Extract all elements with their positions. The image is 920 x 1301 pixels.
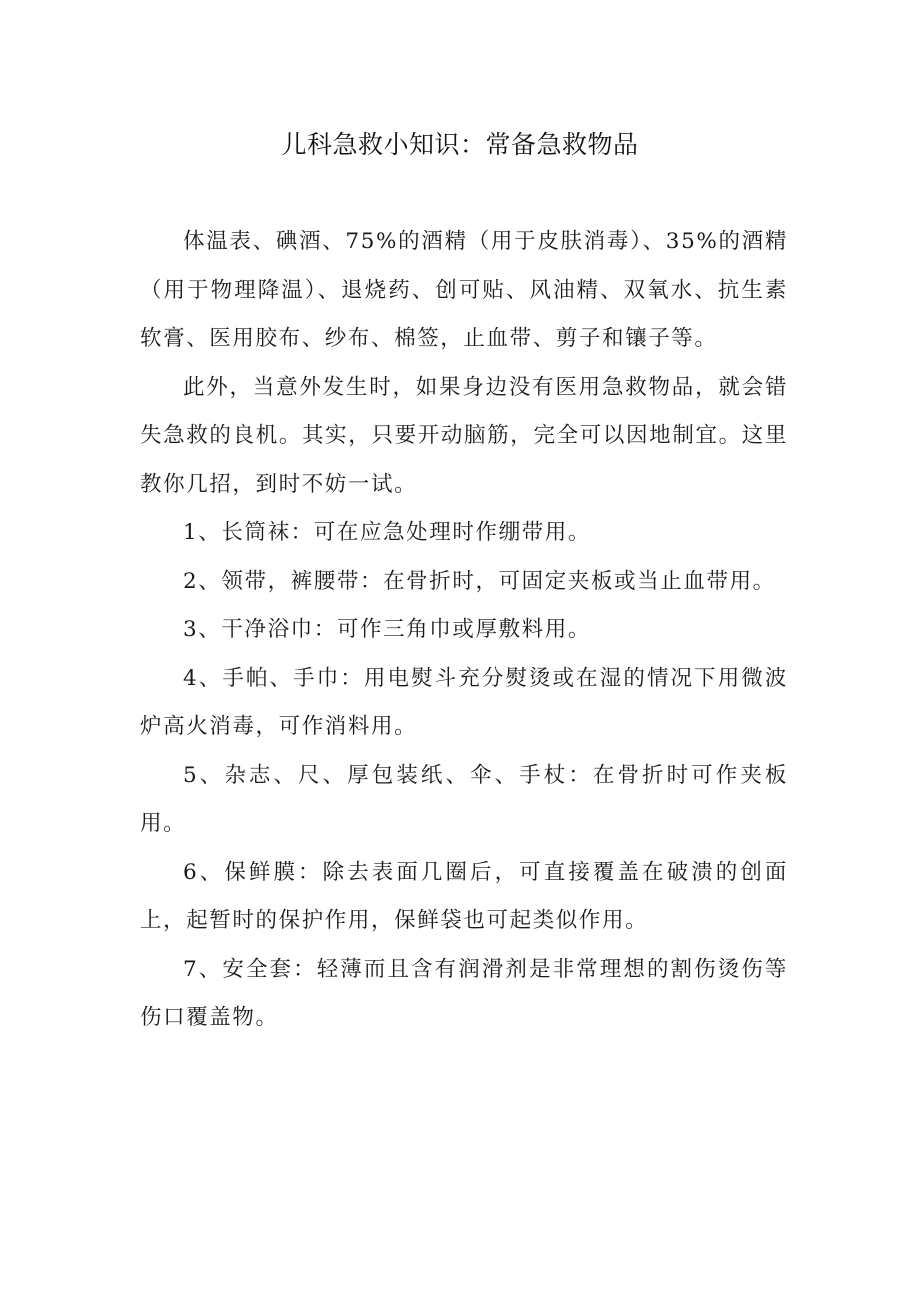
list-item-tie-belt: 2、领带，裤腰带：在骨折时，可固定夹板或当止血带用。 <box>183 568 776 594</box>
list-item-bath-towel: 3、干净浴巾：可作三角巾或厚敷料用。 <box>183 617 591 642</box>
paragraph-supplies-list: 体温表、碘酒、75%的酒精（用于皮肤消毒）、35%的酒精（用于物理降温）、退烧药、创可贴、风油精、双氧水、抗生素软膏、医用胶布、纱布、棉签，止血带、剪子和镶子等。 <box>140 229 788 351</box>
list-item-condom: 7、安全套：轻薄而且含有润滑剂是非常理想的割伤烫伤等伤口覆盖物。 <box>140 956 788 1030</box>
list-item-splint-materials: 5、杂志、尺、厚包装纸、伞、手杖：在骨折时可作夹板用。 <box>140 762 788 836</box>
list-item-cling-film: 6、保鲜膜：除去表面几圈后，可直接覆盖在破溃的创面上，起暂时的保护作用，保鲜袋也可起类似作用。 <box>140 859 788 933</box>
document-body <box>140 218 788 1043</box>
paragraph-improvise-intro: 此外，当意外发生时，如果身边没有医用急救物品，就会错失急救的良机。其实，只要开动脑筋，完全可以因地制宜。这里教你几招，到时不妨一试。 <box>140 374 788 497</box>
list-item-stockings: 1、长筒袜：可在应急处理时作绷带用。 <box>183 520 591 545</box>
list-item-handkerchief: 4、手帕、手巾：用电熨斗充分熨烫或在湿的情况下用微波炉高火消毒，可作消料用。 <box>140 665 788 739</box>
document-title: 儿科急救小知识：常备急救物品 <box>281 130 639 159</box>
